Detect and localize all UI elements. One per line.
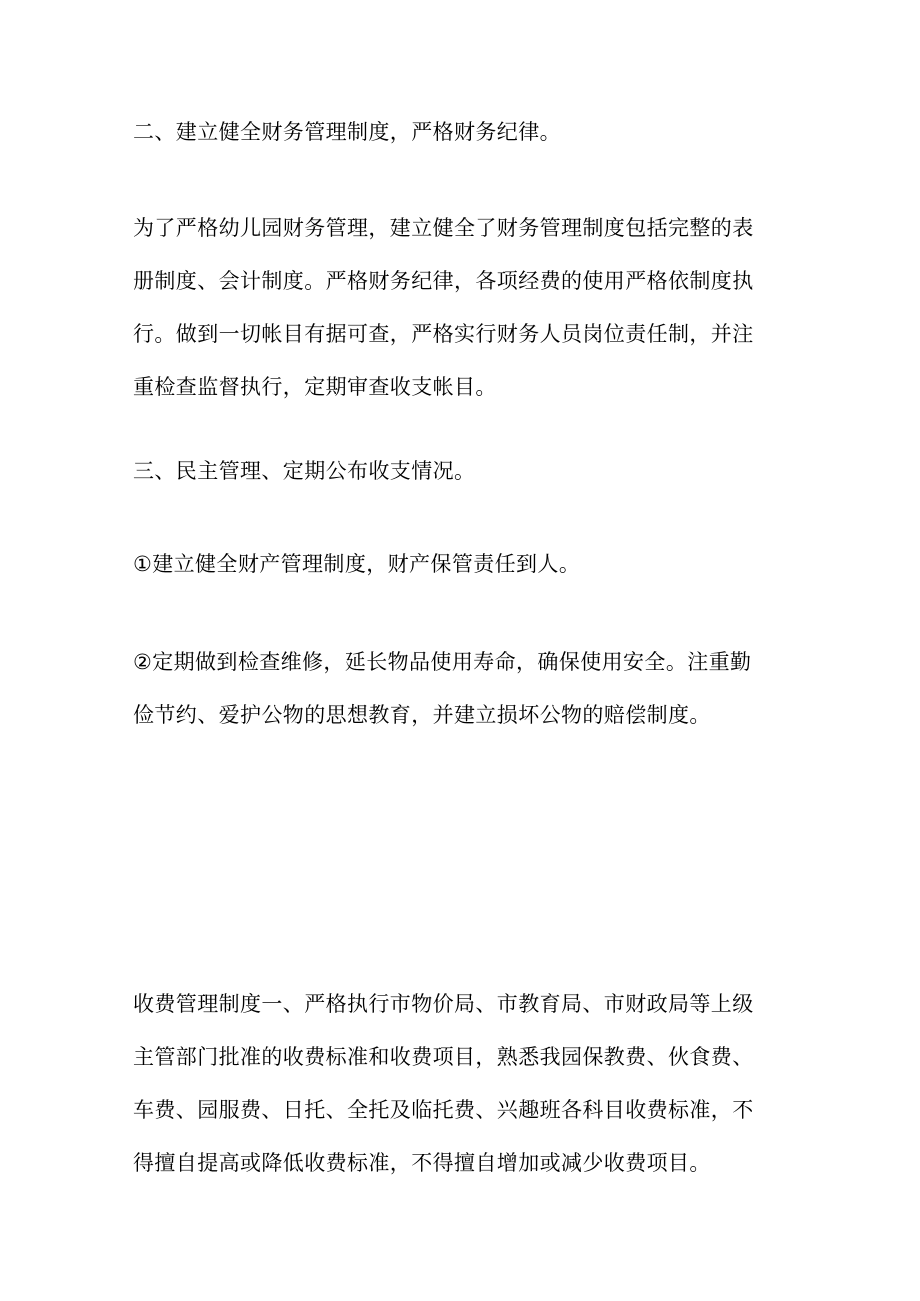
section-two-heading	[133, 106, 803, 159]
paragraph-line: 为了严格幼儿园财务管理，建立健全了财务管理制度包括完整的表	[133, 216, 754, 240]
section-three-heading	[133, 445, 803, 498]
list-item-line: 俭节约、爱护公物的思想教育，并建立损坏公物的赔偿制度。	[133, 703, 711, 727]
heading-line: 三、民主管理、定期公布收支情况。	[133, 459, 476, 483]
paragraph-line: 册制度、会计制度。严格财务纪律，各项经费的使用严格依制度执	[133, 269, 754, 293]
list-item-line: ②定期做到检查维修，延长物品使用寿命，确保使用安全。注重勤	[133, 650, 752, 674]
heading-line: 二、建立健全财务管理制度，严格财务纪律。	[133, 120, 561, 144]
paragraph-line: 得擅自提高或降低收费标准，不得擅自增加或减少收费项目。	[133, 1151, 711, 1175]
paragraph-line: 车费、园服费、日托、全托及临托费、兴趣班各科目收费标准，不	[133, 1098, 754, 1122]
list-item-property-management	[133, 538, 803, 591]
financial-discipline-paragraph	[133, 202, 803, 414]
paragraph-line: 收费管理制度一、严格执行市物价局、市教育局、市财政局等上级	[133, 992, 754, 1016]
paragraph-line: 行。做到一切帐目有据可查，严格实行财务人员岗位责任制，并注	[133, 322, 754, 346]
list-item-line: ①建立健全财产管理制度，财产保管责任到人。	[133, 552, 581, 576]
paragraph-line: 主管部门批准的收费标准和收费项目，熟悉我园保教费、伙食费、	[133, 1045, 754, 1069]
fee-management-paragraph	[133, 978, 803, 1190]
paragraph-line: 重检查监督执行，定期审查收支帐目。	[133, 375, 497, 399]
list-item-maintenance	[133, 636, 803, 742]
